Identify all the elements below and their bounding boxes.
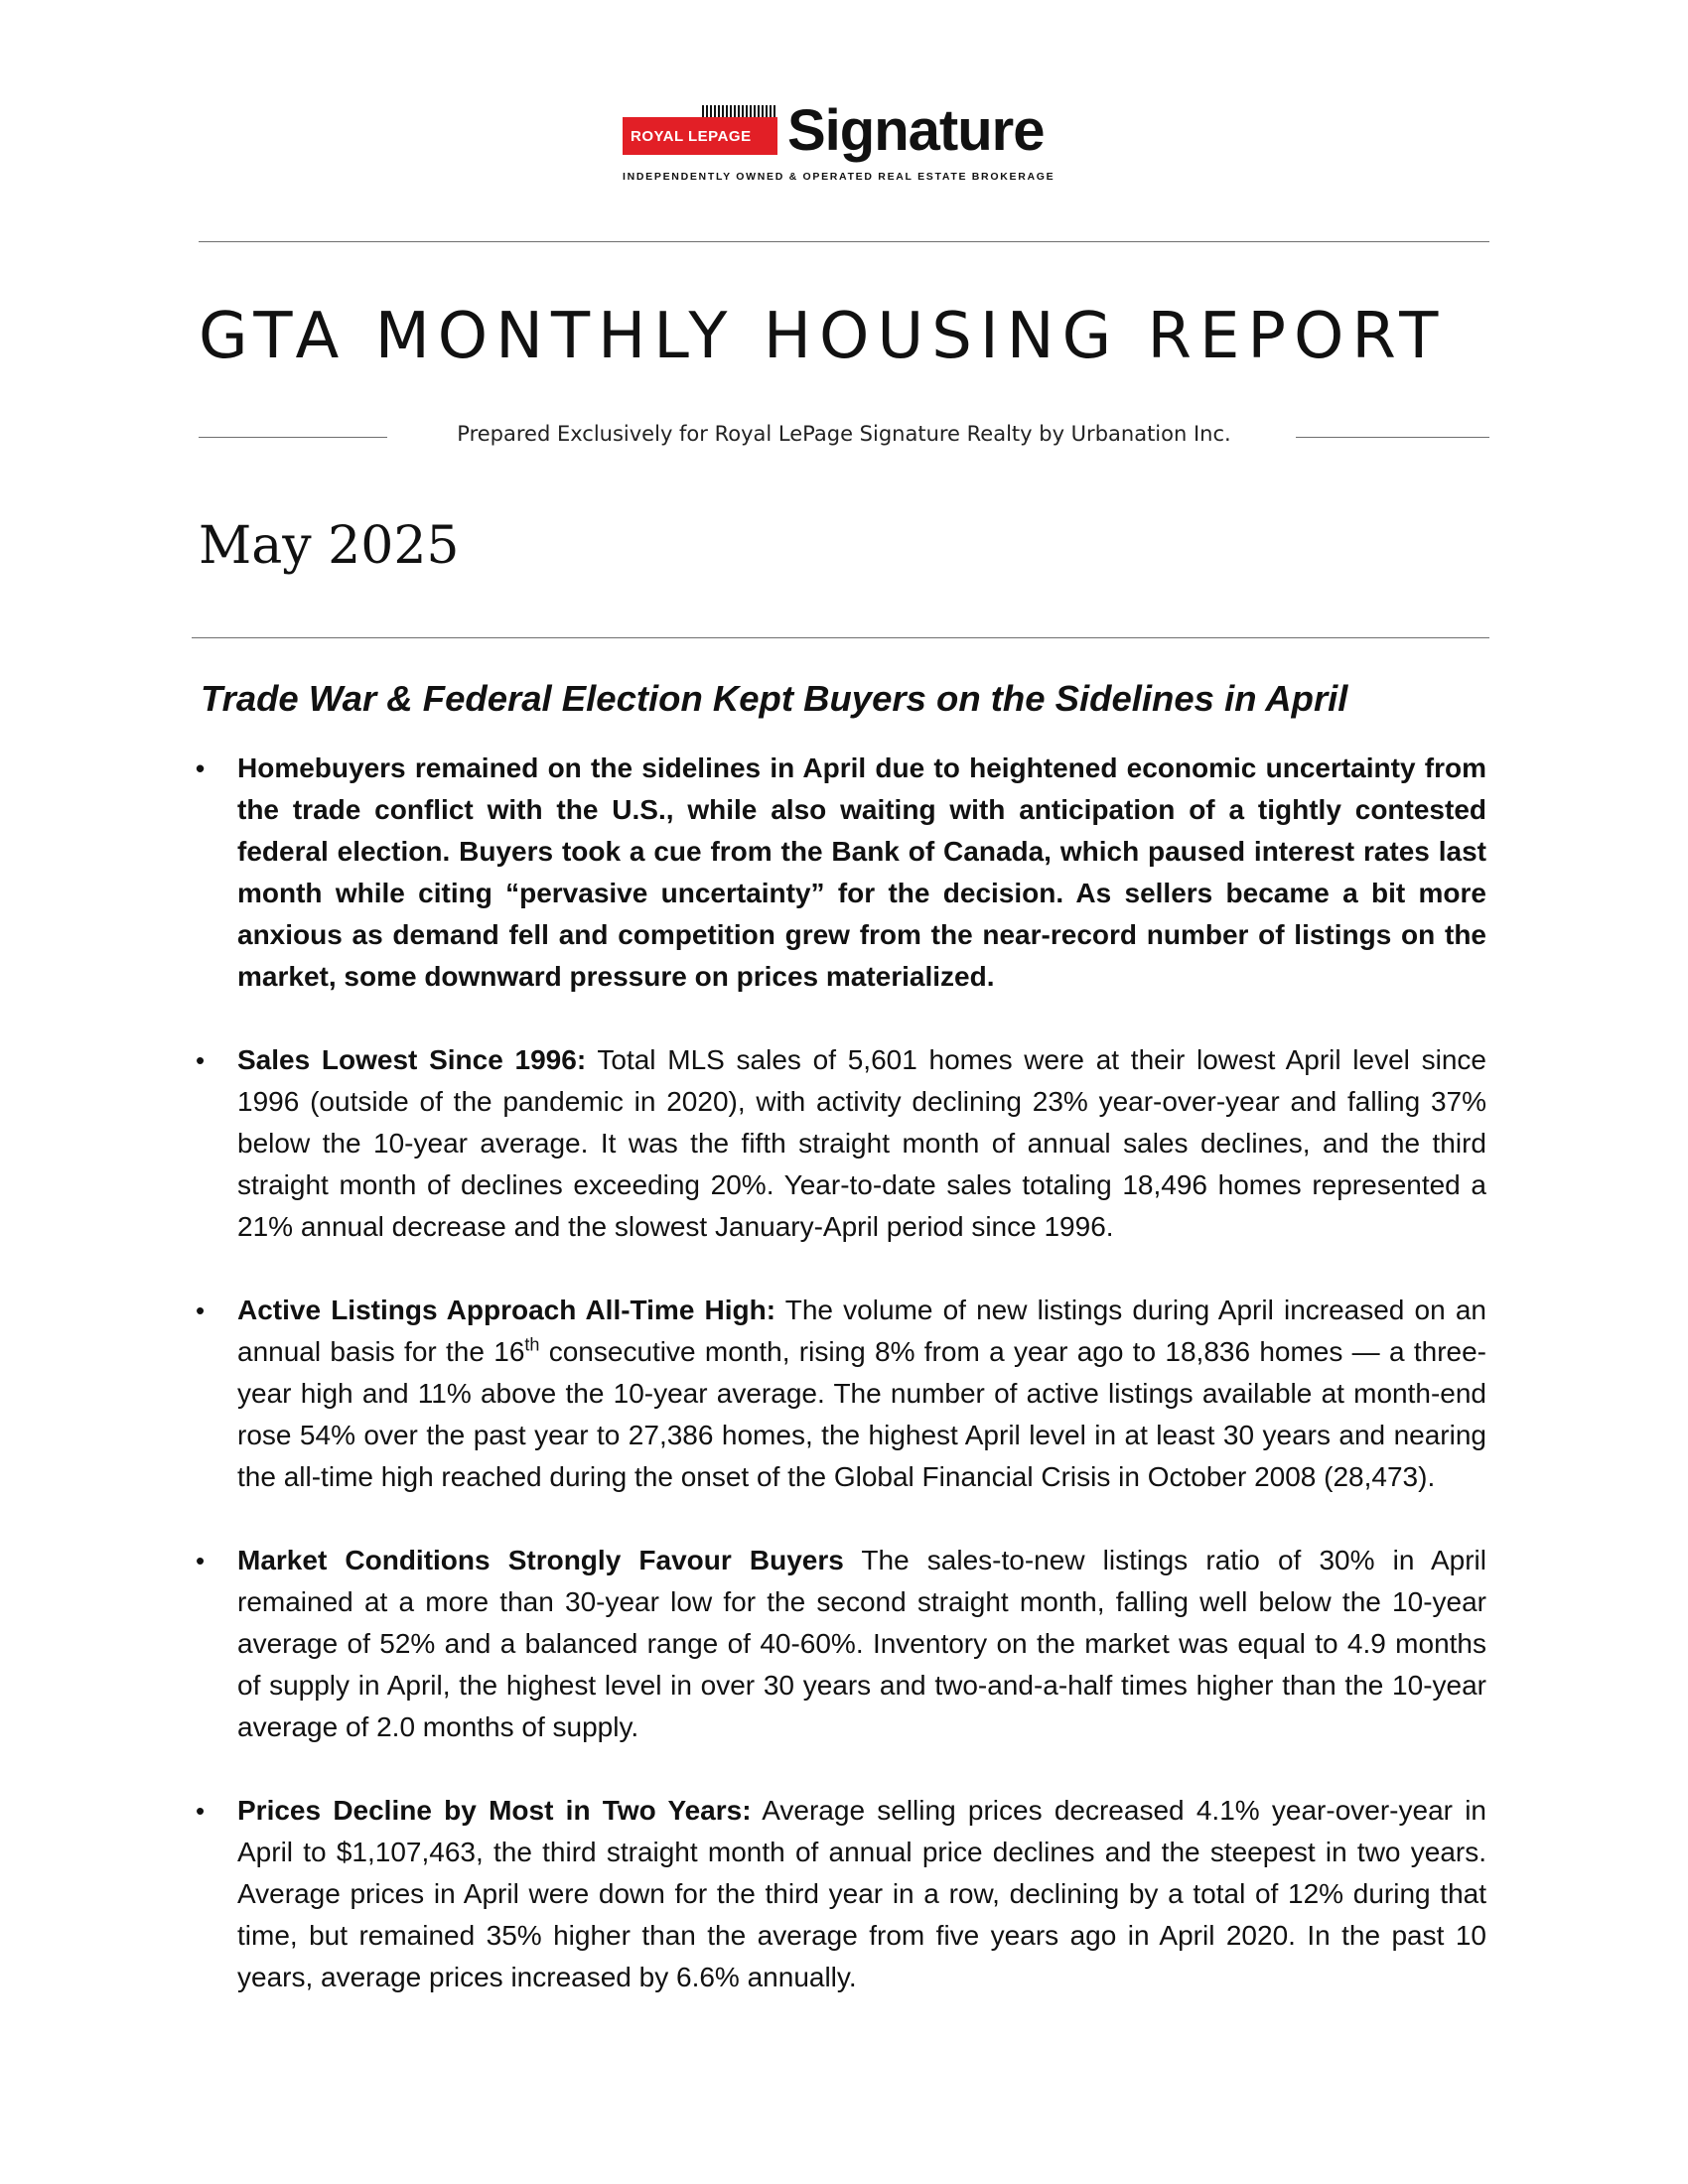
bullet-lead: Sales Lowest Since 1996: (237, 1044, 587, 1075)
list-item (196, 1039, 1486, 1248)
bullet-lead: Prices Decline by Most in Two Years: (237, 1795, 752, 1826)
bullet-text: The sales-to-new listings ratio of 30% in April remained at a more than 30-year low for the second straight month, falling well below the 10-year average of 52% and a balanced range of 40-60%. Inventory on the market was equal to 4.9 months of supply in April, the highest level in over 30 years and two-and-a-half times higher than the 10-year average of 2.0 months of supply. (237, 1545, 1486, 1742)
list-item (196, 1540, 1486, 1748)
logo-brand-box (623, 117, 777, 155)
list-item (196, 1790, 1486, 1998)
logo-brand-box-text: ROYAL LEPAGE (631, 128, 752, 145)
logo-barcode-graphic (702, 105, 777, 117)
report-month: May 2025 (199, 516, 460, 576)
bullet-text-continued: consecutive month, rising 8% from a year ago to 18,836 homes — a three-year high and 11% above the 10-year average. The number of active listings available at month-end rose 54% over the past year to 27,386 homes, the highest April level in at least 30 years and nearing the all-time high reached during the onset of the Global Financial Crisis in October 2008 (28,473). (237, 1336, 1486, 1492)
bullet-text: Average selling prices decreased 4.1% year-over-year in April to $1,107,463, the third straight month of annual price declines and the steepest in two years. Average prices in April were down for the third year in a row, declining by a total of 12% during that time, but remained 35% higher than the average from five years ago in April 2020. In the past 10 years, average prices increased by 6.6% annually. (237, 1795, 1487, 1992)
logo-wordmark: Signature (787, 98, 1045, 163)
bullet-lead: Active Listings Approach All-Time High: (237, 1295, 776, 1325)
bullet-text: Homebuyers remained on the sidelines in April due to heightened economic uncertainty from the trade conflict with the U.S., while also waiting with anticipation of a tightly contested federal election. Buyers took a cue from the Bank of Canada, which paused interest rates last month while citing “pervasive uncertainty” for the decision. As sellers became a bit more anxious as demand fell and competition grew from the near-record number of listings on the market, some downward pressure on prices materialized. (237, 752, 1486, 992)
ordinal-suffix: th (524, 1334, 540, 1355)
bullet-icon: • (196, 753, 206, 783)
prepared-by-line: Prepared Exclusively for Royal LePage Signature Realty by Urbanation Inc. (457, 422, 1231, 446)
report-title: GTA MONTHLY HOUSING REPORT (199, 300, 1447, 373)
royal-lepage-signature-logo (623, 98, 1059, 183)
bullet-icon: • (196, 1796, 206, 1826)
header-divider (199, 241, 1489, 242)
bullet-icon: • (196, 1045, 206, 1075)
prepared-right-rule (1296, 437, 1489, 438)
bullet-lead: Market Conditions Strongly Favour Buyers (237, 1545, 844, 1575)
bullet-icon: • (196, 1296, 206, 1325)
bullet-icon: • (196, 1546, 206, 1575)
logo-tagline: INDEPENDENTLY OWNED & OPERATED REAL ESTATE BROKERAGE (623, 171, 1055, 183)
list-item (196, 1290, 1486, 1498)
month-divider (192, 637, 1489, 638)
bullet-text: The volume of new listings during April increased on an annual basis for the 16 (237, 1295, 1486, 1367)
section-headline: Trade War & Federal Election Kept Buyers on the Sidelines in April (201, 678, 1348, 719)
prepared-left-rule (199, 437, 387, 438)
bullet-text: Total MLS sales of 5,601 homes were at their lowest April level since 1996 (outside of the pandemic in 2020), with activity declining 23% year-over-year and falling 37% below the 10-year average. It was the fifth straight month of annual sales declines, and the third straight month of declines exceeding 20%. Year-to-date sales totaling 18,496 homes represented a 21% annual decrease and the slowest January-April period since 1996. (237, 1044, 1486, 1242)
key-points-list (196, 748, 1486, 2040)
list-item (196, 748, 1486, 998)
